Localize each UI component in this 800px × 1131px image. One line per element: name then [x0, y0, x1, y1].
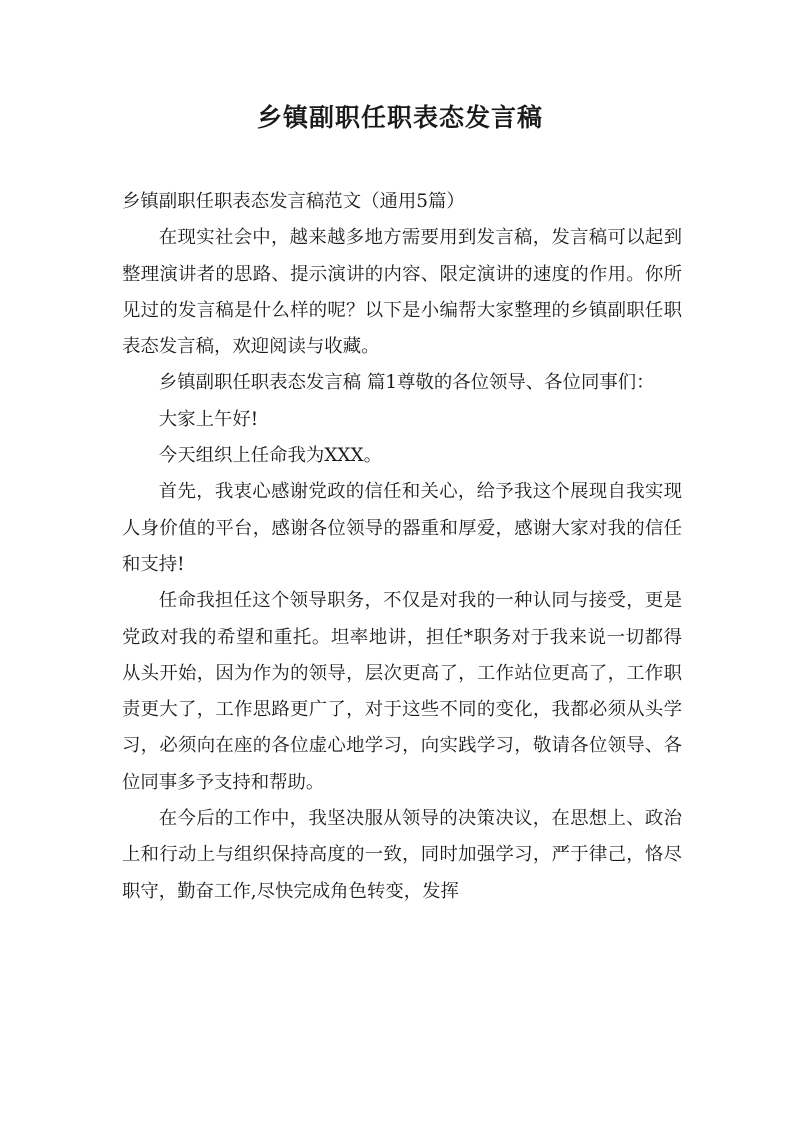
paragraph-appointment: 今天组织上任命我为XXX。	[158, 445, 382, 467]
paragraph-thanks: 首先，我衷心感谢党政的信任和关心，给予我这个展现自我实现人身价值的平台，感谢各位领导的器重和厚爱，感谢大家对我的信任和支持!	[122, 481, 682, 575]
document-subtitle: 乡镇副职任职表态发言稿范文（通用5篇）	[122, 191, 465, 212]
paragraph-intro: 在现实社会中，越来越多地方需要用到发言稿，发言稿可以起到整理演讲者的思路、提示演讲的内容、限定演讲的速度的作用。你所见过的发言稿是什么样的呢？以下是小编帮大家整理的乡镇副职任职表态发言稿，欢迎阅读与收藏。	[122, 227, 682, 358]
paragraph-greeting: 大家上午好!	[158, 408, 259, 430]
paragraph-salutation: 乡镇副职任职表态发言稿 篇1尊敬的各位领导、各位同事们：	[158, 372, 655, 394]
document-title: 乡镇副职任职表态发言稿	[256, 103, 543, 132]
document-body	[122, 184, 682, 910]
paragraph-responsibility: 任命我担任这个领导职务，不仅是对我的一种认同与接受，更是党政对我的希望和重托。坦率地讲，担任*职务对于我来说一切都得从头开始，因为作为的领导，层次更高了，工作站位更高了，工作职责更大了，工作思路更广了，对于这些不同的变化，我都必须从头学习，必须向在座的各位虚心地学习，向实践学习，敬请各位领导、各位同事多予支持和帮助。	[122, 590, 682, 793]
paragraph-commitment: 在今后的工作中，我坚决服从领导的决策决议，在思想上、政治上和行动上与组织保持高度的一致，同时加强学习，严于律己，恪尽职守，勤奋工作,尽快完成角色转变，发挥	[122, 808, 682, 902]
